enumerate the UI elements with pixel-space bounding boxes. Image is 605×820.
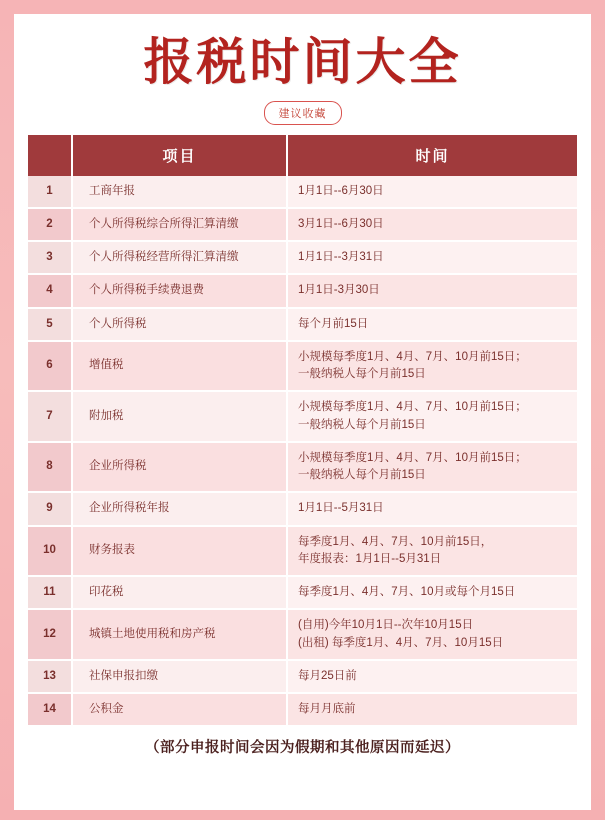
row-time bbox=[287, 274, 577, 307]
row-time-line1: 小规模每季度1月、4月、7月、10月前15日； bbox=[298, 401, 527, 414]
column-header-time: 时间 bbox=[287, 135, 577, 176]
table-row bbox=[28, 241, 577, 274]
row-item: 附加税 bbox=[72, 391, 287, 442]
row-time bbox=[287, 208, 577, 241]
row-item: 工商年报 bbox=[72, 176, 287, 208]
row-index: 8 bbox=[28, 442, 72, 493]
row-time bbox=[287, 576, 577, 609]
row-time-line1: 小规模每季度1月、4月、7月、10月前15日； bbox=[298, 350, 527, 363]
row-index: 7 bbox=[28, 391, 72, 442]
row-index: 2 bbox=[28, 208, 72, 241]
badge-container bbox=[28, 101, 577, 125]
row-item: 印花税 bbox=[72, 576, 287, 609]
row-index: 6 bbox=[28, 341, 72, 392]
row-time-line1: 1月1日-3月30日 bbox=[298, 284, 380, 297]
row-time-line2: 一般纳税人每个月前15日 bbox=[298, 368, 426, 380]
row-item: 企业所得税年报 bbox=[72, 492, 287, 525]
row-item: 城镇土地使用税和房产税 bbox=[72, 609, 287, 660]
row-index: 14 bbox=[28, 693, 72, 726]
row-time bbox=[287, 308, 577, 341]
row-time-line1: 每季度1月、4月、7月、10月或每个月15日 bbox=[298, 586, 516, 598]
column-header-item: 项目 bbox=[72, 135, 287, 176]
row-time bbox=[287, 341, 577, 392]
page-title: 报税时间大全 bbox=[143, 33, 462, 91]
row-time bbox=[287, 176, 577, 208]
table-row bbox=[28, 492, 577, 525]
row-item: 个人所得税手续费退费 bbox=[72, 274, 287, 307]
row-time-line1: 1月1日--3月31日 bbox=[298, 251, 384, 263]
row-time-line2: 一般纳税人每个月前15日 bbox=[298, 469, 426, 481]
row-time-line2: 年度报表：1月1日--5月31日 bbox=[298, 552, 442, 565]
table-row bbox=[28, 693, 577, 726]
row-index: 13 bbox=[28, 660, 72, 693]
row-time bbox=[287, 241, 577, 274]
table-row bbox=[28, 442, 577, 493]
row-item: 增值税 bbox=[72, 341, 287, 392]
row-item: 企业所得税 bbox=[72, 442, 287, 493]
row-time bbox=[287, 693, 577, 726]
row-time-line2: 一般纳税人每个月前15日 bbox=[298, 418, 426, 431]
row-time-line1: (自用)今年10月1日--次年10月15日 bbox=[298, 619, 474, 632]
row-index: 5 bbox=[28, 308, 72, 341]
row-item: 社保申报扣缴 bbox=[72, 660, 287, 693]
row-time-line1: 1月1日--6月30日 bbox=[298, 184, 384, 197]
table-row bbox=[28, 208, 577, 241]
row-time bbox=[287, 526, 577, 577]
row-time-line1: 每个月前15日 bbox=[298, 317, 369, 330]
row-time bbox=[287, 609, 577, 660]
row-time-line1: 每月25日前 bbox=[298, 669, 357, 682]
row-item: 个人所得税综合所得汇算清缴 bbox=[72, 208, 287, 241]
table-row bbox=[28, 391, 577, 442]
table-row bbox=[28, 274, 577, 307]
row-index: 10 bbox=[28, 526, 72, 577]
table-row bbox=[28, 609, 577, 660]
table-body bbox=[28, 176, 577, 727]
row-index: 3 bbox=[28, 241, 72, 274]
status-badge: 建议收藏 bbox=[264, 101, 342, 125]
row-index: 1 bbox=[28, 176, 72, 208]
row-time bbox=[287, 442, 577, 493]
table-row bbox=[28, 341, 577, 392]
row-index: 4 bbox=[28, 274, 72, 307]
row-time-line1: 小规模每季度1月、4月、7月、10月前15日； bbox=[298, 451, 527, 464]
row-item: 公积金 bbox=[72, 693, 287, 726]
row-index: 9 bbox=[28, 492, 72, 525]
row-time-line1: 3月1日--6月30日 bbox=[298, 217, 384, 230]
row-item: 个人所得税 bbox=[72, 308, 287, 341]
footer-note: （部分申报时间会因为假期和其他原因而延迟） bbox=[145, 740, 460, 757]
row-item: 个人所得税经营所得汇算清缴 bbox=[72, 241, 287, 274]
row-time-line1: 每季度1月、4月、7月、10月前15日， bbox=[298, 535, 493, 548]
row-time bbox=[287, 492, 577, 525]
table-row bbox=[28, 176, 577, 208]
table-row bbox=[28, 526, 577, 577]
column-header-index bbox=[28, 135, 72, 176]
row-index: 12 bbox=[28, 609, 72, 660]
table-row bbox=[28, 660, 577, 693]
schedule-table bbox=[28, 135, 577, 728]
table-row bbox=[28, 576, 577, 609]
table-row bbox=[28, 308, 577, 341]
row-time-line1: 每月月底前 bbox=[298, 703, 356, 715]
row-time-line1: 1月1日--5月31日 bbox=[298, 502, 384, 515]
row-time bbox=[287, 660, 577, 693]
table-head bbox=[28, 135, 577, 176]
poster-card bbox=[14, 14, 591, 810]
table-header-row bbox=[28, 135, 577, 176]
row-index: 11 bbox=[28, 576, 72, 609]
row-time-line2: (出租) 每季度1月、4月、7月、10月15日 bbox=[298, 636, 504, 649]
row-time bbox=[287, 391, 577, 442]
row-item: 财务报表 bbox=[72, 526, 287, 577]
